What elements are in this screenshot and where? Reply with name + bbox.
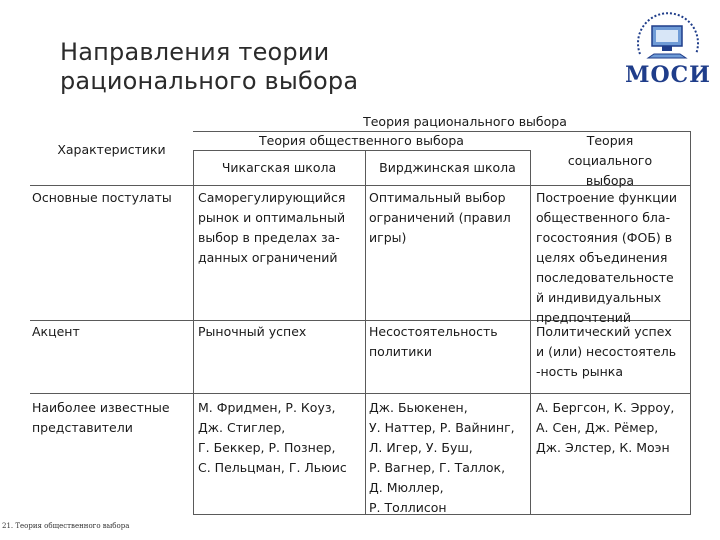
row-postulates-virginia: Оптимальный выбор ограничений (правил игры) [369,190,511,245]
header-public-choice: Теория общественного выбора [259,133,464,148]
mosi-logo [622,10,714,96]
header-social-choice: Теория социального выбора [567,133,653,188]
row-accent-virginia: Несостоятельность политики [369,324,498,359]
row-postulates-social: Построение функции общественного бла- госостояния (ФОБ) в целях объединения последовательносте й индивидуальных предпочтений [536,190,677,325]
header-characteristics: Характеристики [57,142,166,157]
row-representatives-social: А. Бергсон, К. Эрроу, А. Сен, Дж. Рёмер, Дж. Элстер, К. Моэн [536,400,675,455]
header-chicago-school: Чикагская школа [221,160,337,175]
row-postulates-chicago: Саморегулирующийся рынок и оптимальный выбор в пределах за- данных ограничений [198,190,346,265]
row-representatives-chicago: М. Фридмен, Р. Коуз, Дж. Стиглер, Г. Беккер, Р. Познер, С. Пельцман, Г. Льюис [198,400,347,475]
footer-note: 21. Теория общественного выбора [2,522,130,530]
row-label-postulates: Основные постулаты [32,190,172,205]
row-label-accent: Акцент [32,324,80,339]
row-accent-chicago: Рыночный успех [198,324,307,339]
slide-title: Направления теории рационального выбора [60,38,359,95]
row-accent-social: Политический успех и (или) несостоятель -ность рынка [536,324,677,379]
row-label-representatives: Наиболее известные представители [32,400,170,435]
logo-emblem-icon [622,10,714,70]
header-virginia-school: Вирджинская школа [379,160,516,175]
logo-text: МОСИ [625,62,711,88]
row-representatives-virginia: Дж. Бьюкенен, У. Наттер, Р. Вайнинг, Л. Игер, У. Буш, Р. Вагнер, Г. Таллок, Д. Мюллер, Р. Толлисон [369,400,515,515]
header-rational-choice: Теория рационального выбора [363,114,567,129]
